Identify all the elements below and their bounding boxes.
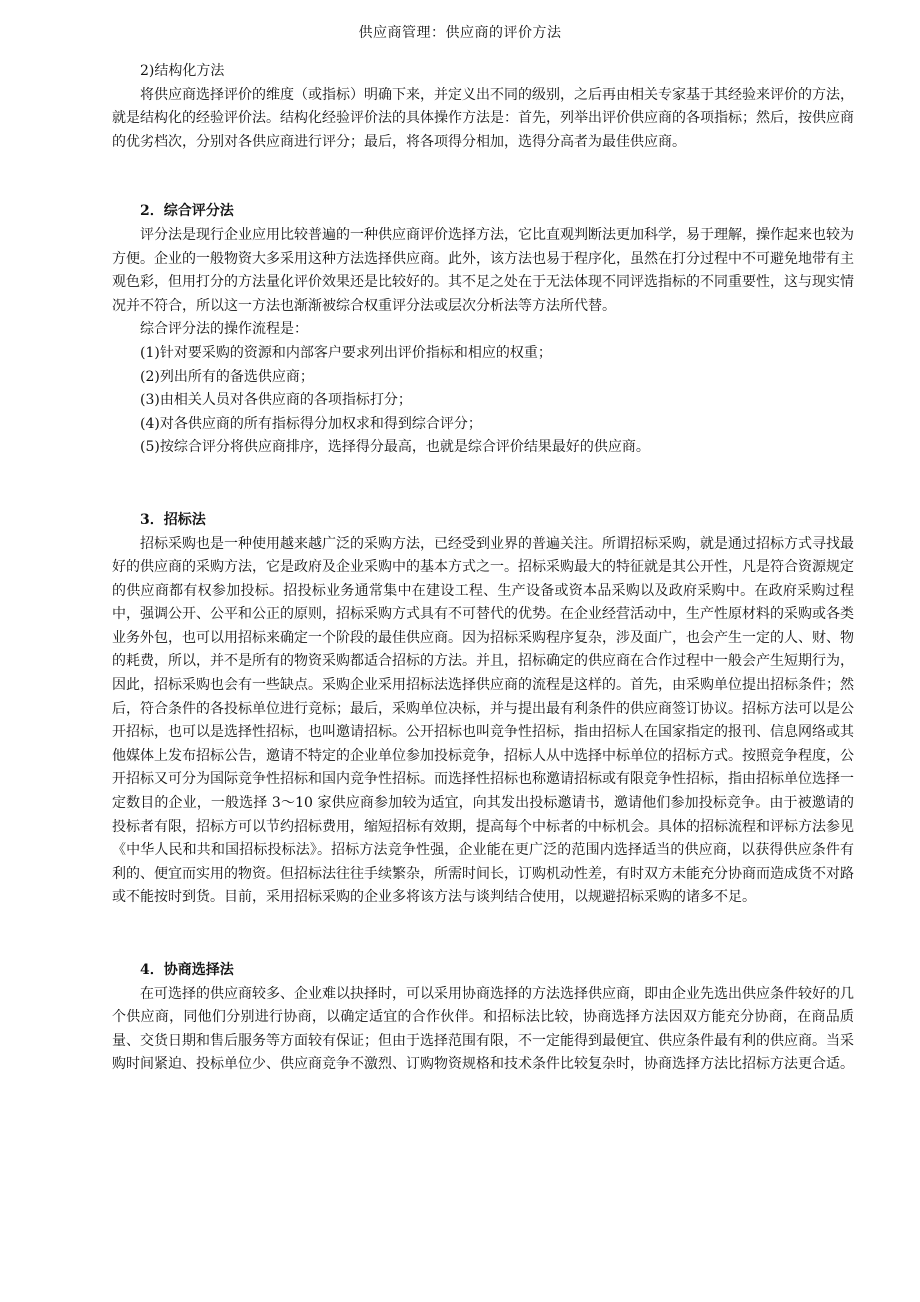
bidding-method-heading: 3．招标法 (140, 511, 206, 528)
structured-method-paragraph: 将供应商选择评价的维度（或指标）明确下来，并定义出不同的级别，之后再由相关专家基于其经验来评价的方法，就是结构化的经验评价法。结构化经验评价法的具体操作方法是：首先，列举出评价供应商的各项指标；然后，按供应商的优劣档次，分别对各供应商进行评分；最后，将各项得分相加，选得分高者为最佳供应商。 (112, 86, 854, 150)
comprehensive-step-2: (2)列出所有的备选供应商； (140, 368, 314, 385)
negotiation-method-heading: 4．协商选择法 (140, 962, 234, 978)
comprehensive-scoring-flow-intro: 综合评分法的操作流程是： (140, 321, 308, 338)
comprehensive-step-3: (3)由相关人员对各供应商的各项指标打分； (140, 392, 412, 409)
comprehensive-step-1: (1)针对要采购的资源和内部客户要求列出评价指标和相应的权重； (140, 344, 552, 361)
comprehensive-scoring-paragraph: 评分法是现行企业应用比较普遍的一种供应商评价选择方法，它比直观判断法更加科学，易于理解，操作起来也较为方便。企业的一般物资大多采用这种方法选择供应商。此外，该方法也易于程序化，虽然在打分过程中不可避免地带有主观色彩，但用打分的方法量化评价效果还是比较好的。其不足之处在于无法体现不同评选指标的不同重要性，这与现实情况并不符合，所以这一方法也渐渐被综合权重评分法或层次分析法等方法所代替。 (112, 226, 854, 314)
negotiation-method-paragraph: 在可选择的供应商较多、企业难以抉择时，可以采用协商选择的方法选择供应商，即由企业先选出供应条件较好的几个供应商，同他们分别进行协商，以确定适宜的合作伙伴。和招标法比较，协商选择方法因双方能充分协商，在商品质量、交货日期和售后服务等方面较有保证；但由于选择范围有限，不一定能得到最便宜、供应条件最有利的供应商。当采购时间紧迫、投标单位少、供应商竞争不激烈、订购物资规格和技术条件比较复杂时，协商选择方法比招标方法更合适。 (112, 985, 854, 1073)
comprehensive-scoring-heading: 2．综合评分法 (140, 203, 234, 220)
document-body (112, 60, 854, 1077)
page-header-title: 供应商管理：供应商的评价方法 (358, 25, 562, 41)
structured-method-subheading: 2)结构化方法 (140, 63, 225, 79)
bidding-method-paragraph: 招标采购也是一种使用越来越广泛的采购方法，已经受到业界的普遍关注。所谓招标采购，就是通过招标方式寻找最好的供应商的采购方法，它是政府及企业采购中的基本方式之一。招标采购最大的特征就是其公开性，凡是符合资源规定的供应商都有权参加投标。招投标业务通常集中在建设工程、生产设备或资本品采购以及政府采购中。在政府采购过程中，强调公开、公平和公正的原则，招标采购方式具有不可替代的优势。在企业经营活动中，生产性原材料的采购或各类业务外包，也可以用招标来确定一个阶段的最佳供应商。因为招标采购程序复杂，涉及面广，也会产生一定的人、财、物的耗费，所以，并不是所有的物资采购都适合招标的方法。并且，招标确定的供应商在合作过程中一般会产生短期行为，因此，招标采购也会有一些缺点。采购企业采用招标法选择供应商的流程是这样的。首先，由采购单位提出招标条件；然后，符合条件的各投标单位进行竞标；最后，采购单位决标，并与提出最有利条件的供应商签订协议。招标方法可以是公开招标，也可以是选择性招标，也叫邀请招标。公开招标也叫竞争性招标，指由招标人在国家指定的报刊、信息网络或其他媒体上发布招标公告，邀请不特定的企业单位参加投标竞争，招标人从中选择中标单位的招标方式。按照竞争程度，公开招标又可分为国际竞争性招标和国内竞争性招标。而选择性招标也称邀请招标或有限竞争性招标，指由招标单位选择一定数目的企业，一般选择 3～10 家供应商参加较为适宜，向其发出投标邀请书，邀请他们参加投标竞争。由于被邀请的投标者有限，招标方可以节约招标费用，缩短招标有效期，提高每个中标者的中标机会。具体的招标流程和评标方法参见《中华人民和共和国招标投标法》。招标方法竞争性强，企业能在更广泛的范围内选择适当的供应商，以获得供应条件有利的、便宜而实用的物资。但招标法往往手续繁杂，所需时间长，订购机动性差，有时双方未能充分协商而造成货不对路或不能按时到货。目前，采用招标采购的企业多将该方法与谈判结合使用，以规避招标采购的诸多不足。 (112, 535, 854, 906)
comprehensive-step-5: (5)按综合评分将供应商排序，选择得分最高，也就是综合评价结果最好的供应商。 (140, 439, 650, 456)
comprehensive-step-4: (4)对各供应商的所有指标得分加权求和得到综合评分； (140, 415, 482, 432)
